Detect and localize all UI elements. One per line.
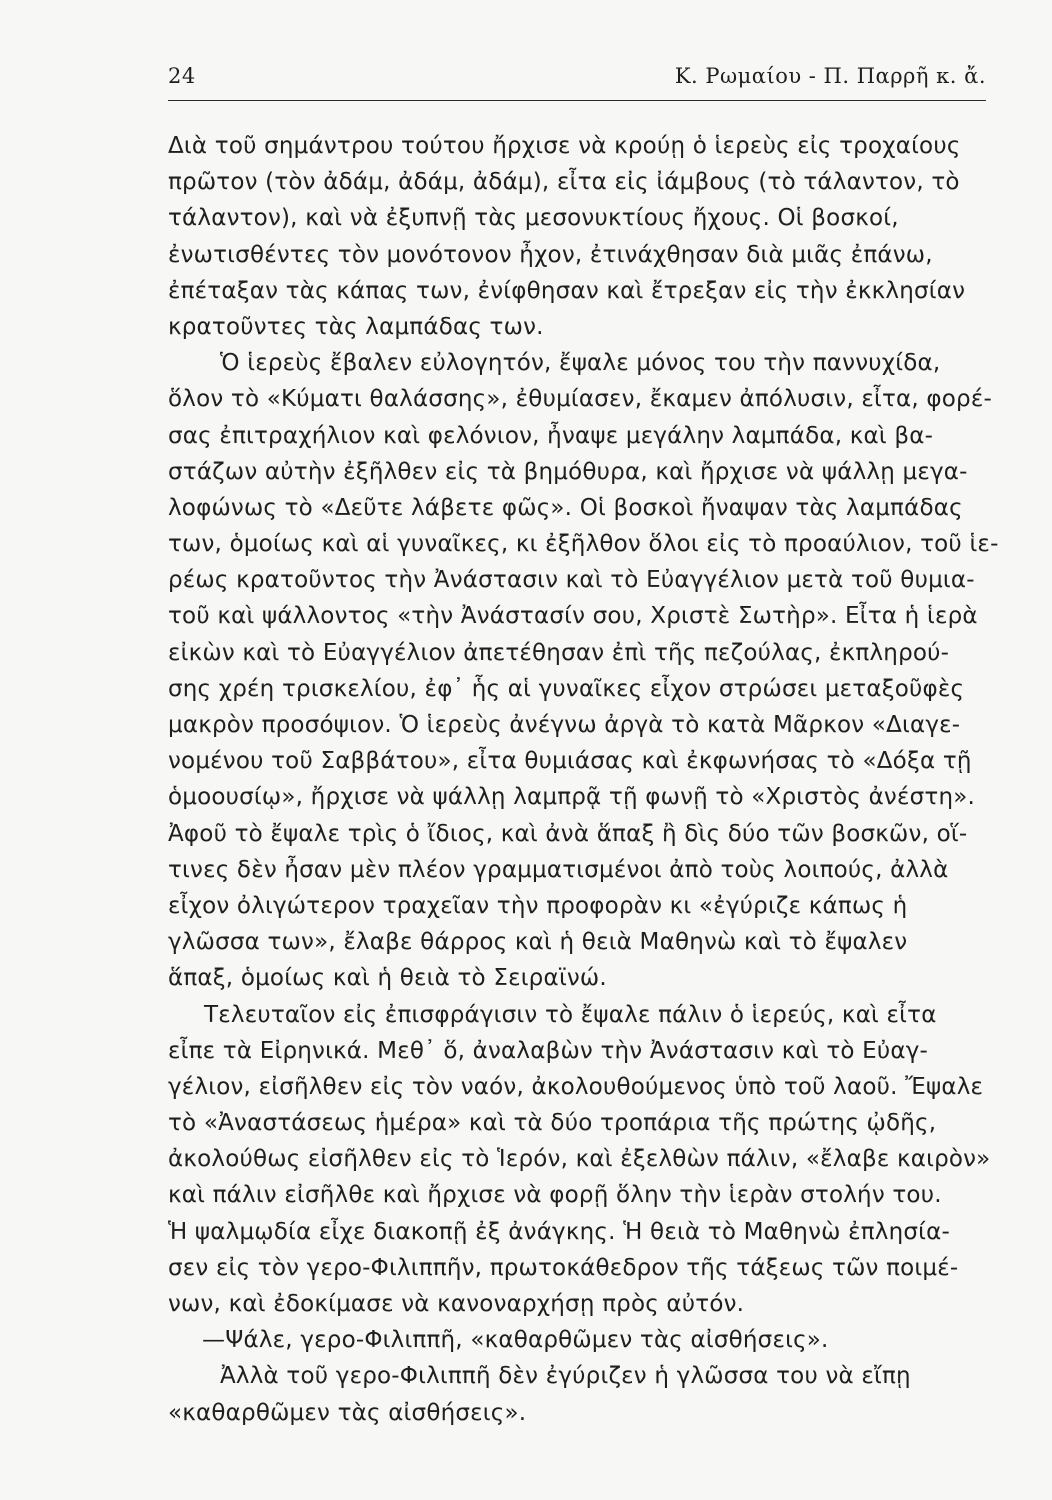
text-line: τάλαντον), καὶ νὰ ἐξυπνῇ τὰς μεσονυκτίους ἤχους. Οἱ βοσκοί, — [168, 205, 899, 232]
text-line: σεν εἰς τὸν γερο-Φιλιππῆν, πρωτοκάθεδρον τῆς τάξεως τῶν ποιμέ- — [168, 1254, 959, 1281]
text-line: σας ἐπιτραχήλιον καὶ φελόνιον, ἦναψε μεγάλην λαμπάδα, καὶ βα- — [168, 422, 934, 449]
text-line: ἐνωτισθέντες τὸν μονότονον ἦχον, ἐτινάχθησαν διὰ μιᾶς ἐπάνω, — [168, 241, 933, 268]
text-line: —Ψάλε, γερο-Φιλιππῆ, «καθαρθῶμεν τὰς αἰσθήσεις». — [202, 1327, 829, 1354]
text-line: εἰκὼν καὶ τὸ Εὐαγγέλιον ἀπετέθησαν ἐπὶ τῆς πεζούλας, ἐκπληρού- — [168, 639, 950, 666]
text-line: κρατοῦντες τὰς λαμπάδας των. — [168, 313, 544, 340]
text-line: Διὰ τοῦ σημάντρου τούτου ἤρχισε νὰ κρούῃ ὁ ἱερεὺς εἰς τροχαίους — [168, 133, 961, 159]
text-line: ὁμοουσίῳ», ἤρχισε νὰ ψάλλῃ λαμπρᾷ τῇ φωνῇ τὸ «Χριστὸς ἀνέστη». — [168, 784, 976, 811]
text-line: λοφώνως τὸ «Δεῦτε λάβετε φῶς». Οἱ βοσκοὶ ἤναψαν τὰς λαμπάδας — [168, 494, 963, 521]
text-line: Ἡ ψαλμῳδία εἶχε διακοπῇ ἐξ ἀνάγκης. Ἡ θειὰ τὸ Μαθηνὼ ἐπλησία- — [168, 1218, 950, 1245]
running-head: Κ. Ρωμαίου - Π. Παρρῆ κ. ἄ. — [674, 64, 986, 88]
text-line: τινες δὲν ἦσαν μὲν πλέον γραμματισμένοι ἀπὸ τοὺς λοιπούς, ἀλλὰ — [168, 856, 949, 883]
text-line: εἶχον ὀλιγώτερον τραχεῖαν τὴν προφορὰν κι «ἐγύριζε κάπως ἡ — [168, 892, 908, 919]
text-line: γέλιον, εἰσῆλθεν εἰς τὸν ναόν, ἀκολουθούμενος ὑπὸ τοῦ λαοῦ. Ἔψαλε — [168, 1073, 984, 1100]
page-body — [168, 128, 1008, 1431]
text-line: ὅλον τὸ «Κύματι θαλάσσης», ἐθυμίασεν, ἔκαμεν ἀπόλυσιν, εἶτα, φορέ- — [168, 386, 992, 413]
text-line: Ἀλλὰ τοῦ γερο-Φιλιππῆ δὲν ἐγύριζεν ἡ γλῶσσα του νὰ εἴπῃ — [220, 1363, 911, 1390]
page-header — [168, 64, 986, 98]
header-rule — [168, 100, 986, 101]
text-line: ἐπέταξαν τὰς κάπας των, ἐνίφθησαν καὶ ἔτρεξαν εἰς τὴν ἐκκλησίαν — [168, 277, 966, 304]
text-line: Ἀφοῦ τὸ ἔψαλε τρὶς ὁ ἴδιος, καὶ ἀνὰ ἅπαξ ἢ δὶς δύο τῶν βοσκῶν, οἵ- — [168, 820, 968, 847]
text-line: σης χρέη τρισκελίου, ἐφ᾽ ἧς αἱ γυναῖκες εἶχον στρώσει μεταξοῦφὲς — [168, 675, 965, 702]
text-line: γλῶσσα των», ἔλαβε θάρρος καὶ ἡ θειὰ Μαθηνὼ καὶ τὸ ἔψαλεν — [168, 929, 908, 956]
text-line: ἅπαξ, ὁμοίως καὶ ἡ θειὰ τὸ Σειραϊνώ. — [168, 965, 607, 992]
text-line: στάζων αὐτὴν ἐξῆλθεν εἰς τὰ βημόθυρα, καὶ ἤρχισε νὰ ψάλλῃ μεγα- — [168, 458, 968, 485]
text-line: Ὁ ἱερεὺς ἔβαλεν εὐλογητόν, ἔψαλε μόνος του τὴν παννυχίδα, — [220, 350, 941, 377]
page-number: 24 — [168, 64, 196, 88]
text-line: νομένου τοῦ Σαββάτου», εἶτα θυμιάσας καὶ ἐκφωνήσας τὸ «Δόξα τῇ — [168, 748, 972, 775]
text-line: ρέως κρατοῦντος τὴν Ἀνάστασιν καὶ τὸ Εὐαγγέλιον μετὰ τοῦ θυμια- — [168, 567, 975, 594]
text-line: μακρὸν προσόψιον. Ὁ ἱερεὺς ἀνέγνω ἀργὰ τὸ κατὰ Μᾶρκον «Διαγε- — [168, 712, 961, 738]
text-line: καὶ πάλιν εἰσῆλθε καὶ ἤρχισε νὰ φορῇ ὅλην τὴν ἱερὰν στολήν του. — [168, 1182, 942, 1209]
text-line: εἶπε τὰ Εἰρηνικά. Μεθ᾽ ὅ, ἀναλαβὼν τὴν Ἀνάστασιν καὶ τὸ Εὐαγ- — [168, 1037, 929, 1064]
text-line: των, ὁμοίως καὶ αἱ γυναῖκες, κι ἐξῆλθον ὅλοι εἰς τὸ προαύλιον, τοῦ ἱε- — [168, 531, 999, 558]
text-line: τοῦ καὶ ψάλλοντος «τὴν Ἀνάστασίν σου, Χριστὲ Σωτὴρ». Εἶτα ἡ ἱερὰ — [168, 603, 978, 630]
text-line: τὸ «Ἀναστάσεως ἡμέρα» καὶ τὰ δύο τροπάρια τῆς πρώτης ᾠδῆς, — [168, 1110, 937, 1137]
text-line: Τελευταῖον εἰς ἐπισφράγισιν τὸ ἔψαλε πάλιν ὁ ἱερεύς, καὶ εἶτα — [204, 1001, 937, 1028]
text-line: νων, καὶ ἐδοκίμασε νὰ κανοναρχήσῃ πρὸς αὐτόν. — [168, 1291, 745, 1317]
text-line: «καθαρθῶμεν τὰς αἰσθήσεις». — [168, 1399, 527, 1426]
text-line: ἀκολούθως εἰσῆλθεν εἰς τὸ Ἱερόν, καὶ ἐξελθὼν πάλιν, «ἔλαβε καιρὸν» — [168, 1146, 991, 1173]
text-line: πρῶτον (τὸν ἀδάμ, ἀδάμ, ἀδάμ), εἶτα εἰς ἰάμβους (τὸ τάλαντον, τὸ — [168, 169, 960, 196]
